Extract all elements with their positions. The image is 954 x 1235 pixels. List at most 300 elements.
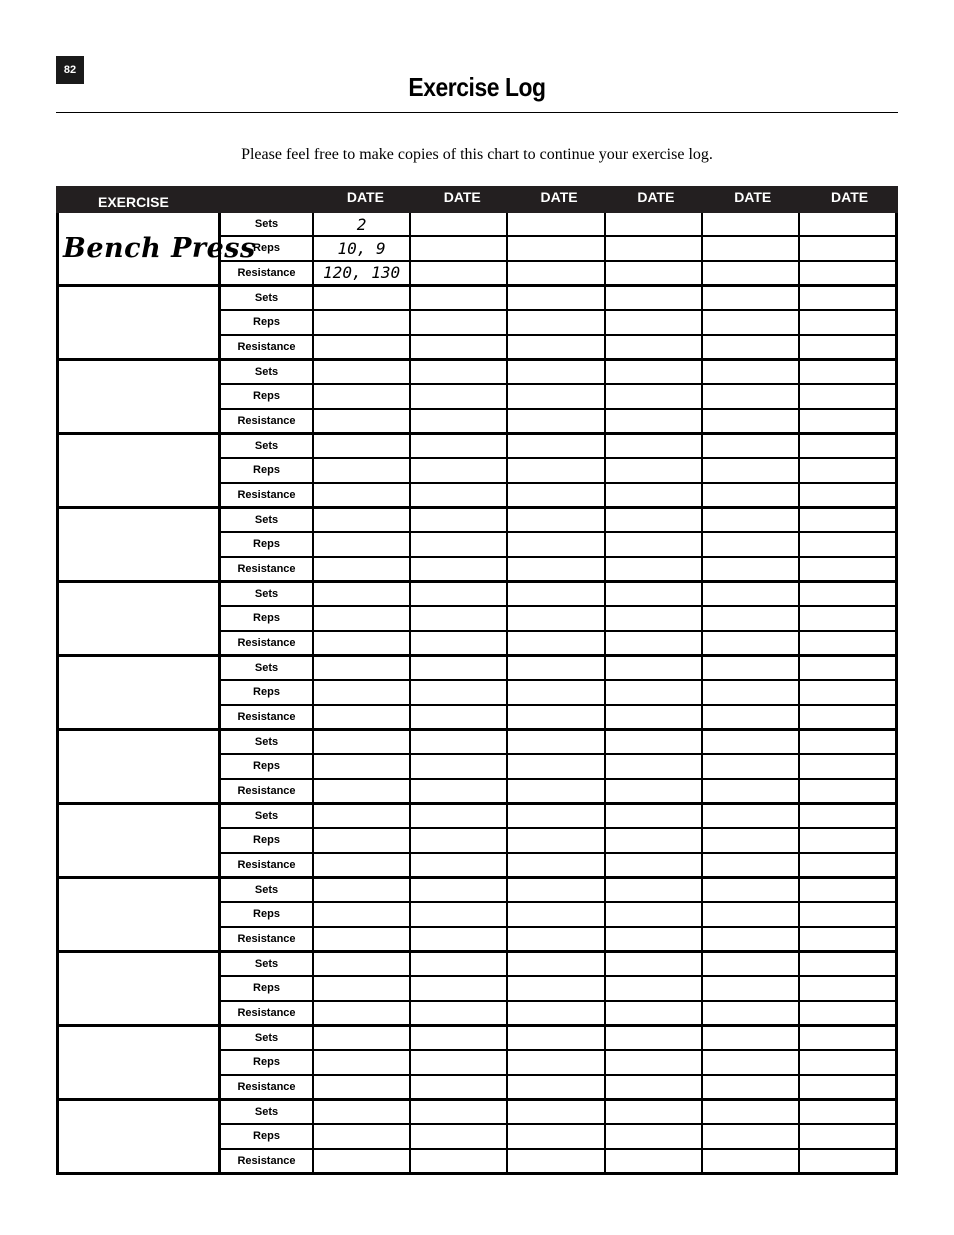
resistance-entry-cell[interactable] (314, 928, 411, 950)
reps-entry-cell[interactable] (411, 903, 508, 925)
sets-entry-cell[interactable] (800, 1027, 895, 1049)
reps-entry-cell[interactable] (411, 533, 508, 555)
table-row-resistance (221, 1002, 895, 1024)
reps-entry-cell[interactable] (606, 237, 703, 259)
exercise-block (56, 805, 898, 879)
reps-entry-cell[interactable] (314, 829, 411, 851)
table-row-sets (221, 361, 895, 385)
sets-entry-cell[interactable] (606, 657, 703, 679)
sets-entry-cell[interactable] (314, 805, 411, 827)
sets-entry-cell[interactable] (314, 953, 411, 975)
reps-entry-cell[interactable] (411, 385, 508, 407)
table-row-resistance (221, 1076, 895, 1098)
sets-entry-cell[interactable] (508, 805, 605, 827)
resistance-entry-cell[interactable] (606, 928, 703, 950)
exercise-name-field[interactable] (59, 287, 221, 358)
resistance-entry-cell[interactable] (411, 1076, 508, 1098)
reps-entry-cell[interactable] (314, 385, 411, 407)
reps-entry-cell[interactable] (606, 533, 703, 555)
sets-entry-cell[interactable] (703, 1101, 800, 1123)
reps-entry-cell[interactable] (411, 459, 508, 481)
sets-entry-cell[interactable]: 2 (314, 213, 411, 235)
resistance-entry-cell[interactable] (800, 706, 895, 728)
sets-entry-cell[interactable] (606, 287, 703, 309)
reps-entry-cell[interactable] (314, 681, 411, 703)
reps-entry-cell[interactable] (703, 533, 800, 555)
reps-entry-cell[interactable] (703, 607, 800, 629)
row-label-resistance: Resistance (221, 928, 314, 950)
sets-entry-cell[interactable] (314, 361, 411, 383)
resistance-entry-cell[interactable] (508, 484, 605, 506)
sets-entry-cell[interactable] (411, 213, 508, 235)
sets-entry-cell[interactable] (606, 509, 703, 531)
row-label-reps: Reps (221, 903, 314, 925)
sets-entry-cell[interactable] (703, 509, 800, 531)
resistance-entry-cell[interactable] (411, 262, 508, 284)
row-label-resistance: Resistance (221, 484, 314, 506)
reps-entry-cell[interactable] (314, 459, 411, 481)
sets-entry-cell[interactable] (606, 879, 703, 901)
resistance-entry-cell[interactable] (411, 632, 508, 654)
reps-entry-cell[interactable] (508, 681, 605, 703)
resistance-entry-cell[interactable] (800, 1150, 895, 1172)
sets-entry-cell[interactable] (800, 1101, 895, 1123)
exercise-block (56, 287, 898, 361)
reps-entry-cell[interactable]: 10, 9 (314, 237, 411, 259)
exercise-log-table (56, 186, 898, 1175)
resistance-entry-cell[interactable] (411, 706, 508, 728)
resistance-entry-cell[interactable] (800, 484, 895, 506)
reps-entry-cell[interactable] (800, 607, 895, 629)
reps-entry-cell[interactable] (800, 1051, 895, 1073)
resistance-entry-cell[interactable]: 120, 130 (314, 262, 411, 284)
sets-entry-cell[interactable] (800, 953, 895, 975)
reps-entry-cell[interactable] (508, 607, 605, 629)
reps-entry-cell[interactable] (314, 311, 411, 333)
sets-entry-cell[interactable] (411, 509, 508, 531)
reps-entry-cell[interactable] (703, 311, 800, 333)
reps-entry-cell[interactable] (800, 977, 895, 999)
sets-entry-cell[interactable] (411, 731, 508, 753)
reps-entry-cell[interactable] (411, 977, 508, 999)
table-row-resistance (221, 262, 895, 284)
resistance-entry-cell[interactable] (314, 484, 411, 506)
resistance-entry-cell[interactable] (314, 558, 411, 580)
sets-entry-cell[interactable] (606, 1101, 703, 1123)
reps-entry-cell[interactable] (411, 829, 508, 851)
resistance-entry-cell[interactable] (703, 780, 800, 802)
exercise-name-field[interactable] (59, 805, 221, 876)
table-row-resistance (221, 1150, 895, 1172)
reps-entry-cell[interactable] (411, 607, 508, 629)
resistance-entry-cell[interactable] (703, 410, 800, 432)
sets-entry-cell[interactable] (800, 213, 895, 235)
resistance-entry-cell[interactable] (703, 928, 800, 950)
sets-entry-cell[interactable] (314, 435, 411, 457)
table-row-sets (221, 583, 895, 607)
header-label-spacer (221, 186, 317, 213)
exercise-block (56, 953, 898, 1027)
reps-entry-cell[interactable] (606, 681, 703, 703)
reps-entry-cell[interactable] (411, 311, 508, 333)
reps-entry-cell[interactable] (606, 1051, 703, 1073)
reps-entry-cell[interactable] (800, 311, 895, 333)
resistance-entry-cell[interactable] (606, 262, 703, 284)
resistance-entry-cell[interactable] (314, 854, 411, 876)
reps-entry-cell[interactable] (800, 755, 895, 777)
sets-entry-cell[interactable] (508, 879, 605, 901)
resistance-entry-cell[interactable] (703, 336, 800, 358)
row-label-sets: Sets (221, 953, 314, 975)
reps-entry-cell[interactable] (606, 903, 703, 925)
reps-entry-cell[interactable] (703, 903, 800, 925)
sets-entry-cell[interactable] (508, 583, 605, 605)
reps-entry-cell[interactable] (800, 237, 895, 259)
header-date: DATE (637, 189, 675, 205)
sets-entry-cell[interactable] (411, 657, 508, 679)
table-row-sets (221, 731, 895, 755)
sets-entry-cell[interactable] (411, 361, 508, 383)
sets-entry-cell[interactable] (606, 805, 703, 827)
header-date: DATE (346, 189, 384, 205)
exercise-name-field[interactable] (59, 953, 221, 1024)
resistance-entry-cell[interactable] (800, 780, 895, 802)
resistance-entry-cell[interactable] (314, 1150, 411, 1172)
reps-entry-cell[interactable] (508, 903, 605, 925)
resistance-entry-cell[interactable] (411, 1002, 508, 1024)
reps-entry-cell[interactable] (411, 1125, 508, 1147)
resistance-entry-cell[interactable] (606, 336, 703, 358)
resistance-entry-cell[interactable] (508, 1150, 605, 1172)
resistance-entry-cell[interactable] (314, 632, 411, 654)
exercise-block (56, 509, 898, 583)
reps-entry-cell[interactable] (703, 1051, 800, 1073)
resistance-entry-cell[interactable] (800, 410, 895, 432)
resistance-entry-cell[interactable] (508, 410, 605, 432)
resistance-entry-cell[interactable] (606, 706, 703, 728)
title-divider (56, 112, 898, 113)
reps-entry-cell[interactable] (411, 681, 508, 703)
resistance-entry-cell[interactable] (508, 262, 605, 284)
row-label-sets: Sets (221, 509, 314, 531)
reps-entry-cell[interactable] (606, 607, 703, 629)
row-label-reps: Reps (221, 829, 314, 851)
exercise-name-field[interactable]: Bench Press (59, 213, 221, 284)
exercise-name-field[interactable] (59, 657, 221, 728)
resistance-entry-cell[interactable] (606, 854, 703, 876)
resistance-entry-cell[interactable] (606, 780, 703, 802)
resistance-entry-cell[interactable] (411, 780, 508, 802)
sets-entry-cell[interactable] (703, 287, 800, 309)
reps-entry-cell[interactable] (703, 977, 800, 999)
sets-entry-cell[interactable] (606, 583, 703, 605)
sets-entry-cell[interactable] (508, 657, 605, 679)
exercise-name-field[interactable] (59, 879, 221, 950)
reps-entry-cell[interactable] (508, 311, 605, 333)
row-label-sets: Sets (221, 361, 314, 383)
sets-entry-cell[interactable] (411, 1027, 508, 1049)
resistance-entry-cell[interactable] (508, 1076, 605, 1098)
sets-entry-cell[interactable] (411, 953, 508, 975)
row-label-resistance: Resistance (221, 780, 314, 802)
resistance-entry-cell[interactable] (800, 854, 895, 876)
reps-entry-cell[interactable] (411, 237, 508, 259)
sets-entry-cell[interactable] (606, 213, 703, 235)
row-label-reps: Reps (221, 755, 314, 777)
sets-entry-cell[interactable] (800, 583, 895, 605)
sets-entry-cell[interactable] (703, 1027, 800, 1049)
resistance-entry-cell[interactable] (314, 706, 411, 728)
sets-entry-cell[interactable] (314, 731, 411, 753)
sets-entry-cell[interactable] (314, 1027, 411, 1049)
sets-entry-cell[interactable] (508, 509, 605, 531)
reps-entry-cell[interactable] (606, 1125, 703, 1147)
sets-entry-cell[interactable] (703, 657, 800, 679)
page-title: Exercise Log (408, 72, 546, 102)
header-exercise: EXERCISE (98, 194, 169, 210)
row-label-sets: Sets (221, 657, 314, 679)
resistance-entry-cell[interactable] (800, 928, 895, 950)
row-label-reps: Reps (221, 459, 314, 481)
reps-entry-cell[interactable] (314, 755, 411, 777)
resistance-entry-cell[interactable] (703, 484, 800, 506)
sets-entry-cell[interactable] (703, 583, 800, 605)
sets-entry-cell[interactable] (606, 731, 703, 753)
resistance-entry-cell[interactable] (800, 1002, 895, 1024)
resistance-entry-cell[interactable] (703, 632, 800, 654)
reps-entry-cell[interactable] (411, 1051, 508, 1073)
reps-entry-cell[interactable] (508, 237, 605, 259)
reps-entry-cell[interactable] (800, 1125, 895, 1147)
row-label-sets: Sets (221, 1027, 314, 1049)
sets-entry-cell[interactable] (800, 287, 895, 309)
resistance-entry-cell[interactable] (314, 410, 411, 432)
reps-entry-cell[interactable] (800, 459, 895, 481)
reps-entry-cell[interactable] (606, 311, 703, 333)
resistance-entry-cell[interactable] (703, 1076, 800, 1098)
sets-entry-cell[interactable] (411, 287, 508, 309)
sets-entry-cell[interactable] (314, 879, 411, 901)
resistance-entry-cell[interactable] (411, 1150, 508, 1172)
resistance-entry-cell[interactable] (411, 928, 508, 950)
row-label-resistance: Resistance (221, 410, 314, 432)
resistance-entry-cell[interactable] (508, 928, 605, 950)
resistance-entry-cell[interactable] (508, 336, 605, 358)
sets-entry-cell[interactable] (508, 361, 605, 383)
reps-entry-cell[interactable] (314, 977, 411, 999)
sets-entry-cell[interactable] (411, 879, 508, 901)
sets-entry-cell[interactable] (703, 879, 800, 901)
resistance-entry-cell[interactable] (314, 1076, 411, 1098)
resistance-entry-cell[interactable] (606, 1076, 703, 1098)
reps-entry-cell[interactable] (508, 977, 605, 999)
sets-entry-cell[interactable] (606, 953, 703, 975)
reps-entry-cell[interactable] (508, 1051, 605, 1073)
row-label-resistance: Resistance (221, 262, 314, 284)
row-label-reps: Reps (221, 385, 314, 407)
sets-entry-cell[interactable] (703, 213, 800, 235)
exercise-name-field[interactable] (59, 509, 221, 580)
sets-entry-cell[interactable] (508, 1027, 605, 1049)
sets-entry-cell[interactable] (411, 435, 508, 457)
resistance-entry-cell[interactable] (411, 854, 508, 876)
resistance-entry-cell[interactable] (703, 262, 800, 284)
resistance-entry-cell[interactable] (508, 854, 605, 876)
sets-entry-cell[interactable] (411, 805, 508, 827)
resistance-entry-cell[interactable] (314, 780, 411, 802)
row-label-sets: Sets (221, 1101, 314, 1123)
resistance-entry-cell[interactable] (606, 1150, 703, 1172)
reps-entry-cell[interactable] (314, 533, 411, 555)
exercise-name-field[interactable] (59, 583, 221, 654)
row-label-resistance: Resistance (221, 632, 314, 654)
sets-entry-cell[interactable] (703, 361, 800, 383)
resistance-entry-cell[interactable] (800, 1076, 895, 1098)
exercise-name-field[interactable] (59, 1101, 221, 1172)
reps-entry-cell[interactable] (508, 755, 605, 777)
reps-entry-cell[interactable] (703, 829, 800, 851)
sets-entry-cell[interactable] (703, 953, 800, 975)
resistance-entry-cell[interactable] (703, 1002, 800, 1024)
resistance-entry-cell[interactable] (508, 632, 605, 654)
resistance-entry-cell[interactable] (703, 854, 800, 876)
resistance-entry-cell[interactable] (703, 706, 800, 728)
sets-entry-cell[interactable] (703, 435, 800, 457)
sets-entry-cell[interactable] (411, 583, 508, 605)
reps-entry-cell[interactable] (606, 385, 703, 407)
row-label-sets: Sets (221, 805, 314, 827)
sets-entry-cell[interactable] (508, 287, 605, 309)
reps-entry-cell[interactable] (800, 385, 895, 407)
resistance-entry-cell[interactable] (606, 484, 703, 506)
sets-entry-cell[interactable] (703, 731, 800, 753)
reps-entry-cell[interactable] (606, 755, 703, 777)
resistance-entry-cell[interactable] (703, 558, 800, 580)
sets-entry-cell[interactable] (314, 287, 411, 309)
resistance-entry-cell[interactable] (314, 1002, 411, 1024)
resistance-entry-cell[interactable] (508, 706, 605, 728)
reps-entry-cell[interactable] (508, 533, 605, 555)
reps-entry-cell[interactable] (703, 755, 800, 777)
sets-entry-cell[interactable] (800, 361, 895, 383)
sets-entry-cell[interactable] (508, 435, 605, 457)
resistance-entry-cell[interactable] (411, 484, 508, 506)
resistance-entry-cell[interactable] (800, 336, 895, 358)
sets-entry-cell[interactable] (800, 509, 895, 531)
sets-entry-cell[interactable] (314, 657, 411, 679)
table-row-reps (221, 385, 895, 409)
reps-entry-cell[interactable] (703, 1125, 800, 1147)
row-label-resistance: Resistance (221, 1076, 314, 1098)
resistance-entry-cell[interactable] (703, 1150, 800, 1172)
reps-entry-cell[interactable] (606, 459, 703, 481)
exercise-name-field[interactable] (59, 731, 221, 802)
row-label-reps: Reps (221, 237, 314, 259)
reps-entry-cell[interactable] (314, 903, 411, 925)
resistance-entry-cell[interactable] (411, 410, 508, 432)
sets-entry-cell[interactable] (314, 1101, 411, 1123)
row-label-reps: Reps (221, 977, 314, 999)
reps-entry-cell[interactable] (508, 1125, 605, 1147)
table-row-reps (221, 1125, 895, 1149)
sets-entry-cell[interactable] (508, 953, 605, 975)
table-row-sets (221, 213, 895, 237)
sets-entry-cell[interactable] (800, 879, 895, 901)
reps-entry-cell[interactable] (800, 681, 895, 703)
resistance-entry-cell[interactable] (411, 558, 508, 580)
row-label-sets: Sets (221, 879, 314, 901)
exercise-name-field[interactable] (59, 435, 221, 506)
sets-entry-cell[interactable] (800, 805, 895, 827)
sets-entry-cell[interactable] (606, 1027, 703, 1049)
exercise-name-field[interactable] (59, 1027, 221, 1098)
exercise-blocks (56, 213, 898, 1175)
reps-entry-cell[interactable] (606, 829, 703, 851)
reps-entry-cell[interactable] (508, 459, 605, 481)
exercise-name-field[interactable] (59, 361, 221, 432)
intro-text: Please feel free to make copies of this chart to continue your exercise log. (241, 146, 713, 163)
resistance-entry-cell[interactable] (508, 780, 605, 802)
reps-entry-cell[interactable] (703, 237, 800, 259)
reps-entry-cell[interactable] (703, 681, 800, 703)
sets-entry-cell[interactable] (508, 213, 605, 235)
table-row-resistance (221, 780, 895, 802)
sets-entry-cell[interactable] (800, 731, 895, 753)
sets-entry-cell[interactable] (314, 583, 411, 605)
table-row-sets (221, 953, 895, 977)
reps-entry-cell[interactable] (800, 533, 895, 555)
table-row-reps (221, 607, 895, 631)
reps-entry-cell[interactable] (411, 755, 508, 777)
resistance-entry-cell[interactable] (800, 632, 895, 654)
reps-entry-cell[interactable] (314, 1051, 411, 1073)
sets-entry-cell[interactable] (508, 1101, 605, 1123)
sets-entry-cell[interactable] (800, 657, 895, 679)
reps-entry-cell[interactable] (508, 385, 605, 407)
resistance-entry-cell[interactable] (606, 632, 703, 654)
exercise-block (56, 1101, 898, 1175)
resistance-entry-cell[interactable] (411, 336, 508, 358)
sets-entry-cell[interactable] (800, 435, 895, 457)
reps-entry-cell[interactable] (800, 903, 895, 925)
resistance-entry-cell[interactable] (314, 336, 411, 358)
reps-entry-cell[interactable] (508, 829, 605, 851)
exercise-block (56, 361, 898, 435)
reps-entry-cell[interactable] (606, 977, 703, 999)
sets-entry-cell[interactable] (508, 731, 605, 753)
row-label-sets: Sets (221, 731, 314, 753)
reps-entry-cell[interactable] (800, 829, 895, 851)
sets-entry-cell[interactable] (703, 805, 800, 827)
resistance-entry-cell[interactable] (800, 558, 895, 580)
resistance-entry-cell[interactable] (800, 262, 895, 284)
resistance-entry-cell[interactable] (606, 1002, 703, 1024)
sets-entry-cell[interactable] (314, 509, 411, 531)
row-label-resistance: Resistance (221, 1002, 314, 1024)
reps-entry-cell[interactable] (703, 459, 800, 481)
reps-entry-cell[interactable] (703, 385, 800, 407)
reps-entry-cell[interactable] (314, 1125, 411, 1147)
row-label-sets: Sets (221, 213, 314, 235)
resistance-entry-cell[interactable] (606, 558, 703, 580)
resistance-entry-cell[interactable] (508, 1002, 605, 1024)
reps-entry-cell[interactable] (314, 607, 411, 629)
sets-entry-cell[interactable] (606, 435, 703, 457)
resistance-entry-cell[interactable] (606, 410, 703, 432)
sets-entry-cell[interactable] (411, 1101, 508, 1123)
resistance-entry-cell[interactable] (508, 558, 605, 580)
sets-entry-cell[interactable] (606, 361, 703, 383)
